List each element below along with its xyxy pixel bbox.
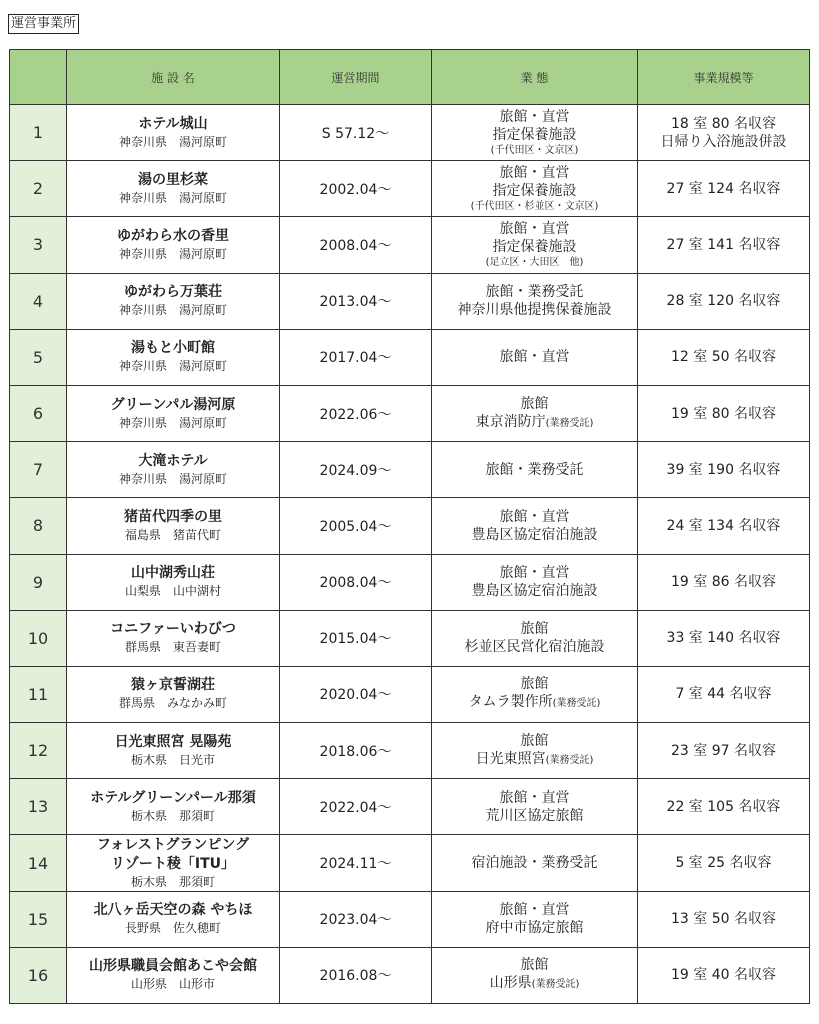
operation-period: 2024.11～ [280, 835, 432, 891]
scale-cell [638, 273, 810, 329]
table-row [10, 723, 810, 779]
business-type-text: 旅館 [520, 957, 549, 974]
scale-cell [638, 666, 810, 722]
scale-line: 7 室 44 名収容 [675, 686, 772, 703]
table-row [10, 610, 810, 666]
operation-period: 2023.04～ [280, 891, 432, 947]
business-type-line [432, 238, 637, 256]
scale-cell [638, 161, 810, 217]
business-type-cell [432, 273, 638, 329]
header-scale: 事業規模等 [638, 50, 810, 105]
business-type-note: (業務受託) [552, 698, 601, 710]
business-type-line [432, 750, 637, 770]
scale-line: 22 室 105 名収容 [666, 798, 781, 815]
row-number: 6 [10, 385, 67, 441]
scale-cell [638, 498, 810, 554]
scale-cell [638, 891, 810, 947]
facility-name: リゾート稜「ITU」 [110, 855, 236, 872]
business-type-line [432, 807, 637, 825]
facility-cell [67, 723, 280, 779]
business-type-cell [432, 161, 638, 217]
business-type-line [432, 108, 637, 126]
facility-name: 山中湖秀山荘 [131, 565, 215, 582]
scale-line: 日帰り入浴施設併設 [660, 133, 787, 150]
row-number: 11 [10, 666, 67, 722]
section-title: 運営事業所 [8, 14, 79, 34]
row-number: 3 [10, 217, 67, 273]
facility-cell [67, 329, 280, 385]
facility-location: 群馬県 東吾妻町 [124, 640, 221, 655]
operation-period: 2002.04～ [280, 161, 432, 217]
facility-name: フォレストグランピング [96, 836, 250, 853]
facility-name: 猿ヶ京誓湖荘 [131, 677, 215, 694]
scale-cell [638, 442, 810, 498]
facility-name: 湯の里杉菜 [138, 171, 208, 188]
business-type-text: 旅館 [520, 676, 549, 693]
facility-name: ゆがわら水の香里 [117, 227, 229, 244]
business-type-text: 杉並区民営化宿泊施設 [464, 639, 605, 656]
facility-location: 神奈川県 湯河原町 [118, 190, 227, 205]
business-type-line [432, 413, 637, 433]
business-type-text: 府中市協定旅館 [485, 920, 584, 937]
facility-cell [67, 779, 280, 835]
business-type-line [432, 901, 637, 919]
business-type-note: (千代田区・文京区) [490, 144, 579, 156]
header-no [10, 50, 67, 105]
facility-location: 神奈川県 湯河原町 [118, 246, 227, 261]
scale-cell [638, 105, 810, 161]
business-type-text: 旅館・直営 [499, 508, 570, 525]
table-row [10, 554, 810, 610]
business-type-cell [432, 891, 638, 947]
business-type-text: 旅館・直営 [499, 164, 570, 181]
business-type-line [432, 283, 637, 301]
business-type-line [432, 732, 637, 750]
facility-cell [67, 498, 280, 554]
facility-name: 北八ヶ岳天空の森 やちほ [93, 902, 253, 919]
table-row [10, 666, 810, 722]
scale-line: 5 室 25 名収容 [675, 855, 772, 872]
business-type-text: 旅館・直営 [499, 220, 570, 237]
facility-name: ゆがわら万葉荘 [124, 284, 222, 301]
operation-period: 2022.04～ [280, 779, 432, 835]
business-type-note: (業務受託) [545, 754, 594, 766]
header-facility-name: 施 設 名 [67, 50, 280, 105]
business-type-line [432, 526, 637, 544]
table-row [10, 329, 810, 385]
business-type-cell [432, 498, 638, 554]
business-type-cell [432, 442, 638, 498]
business-type-line [432, 638, 637, 656]
facility-location: 神奈川県 湯河原町 [118, 415, 227, 430]
facility-name: ホテル城山 [138, 115, 208, 132]
scale-cell [638, 217, 810, 273]
scale-cell [638, 610, 810, 666]
facility-location: 神奈川県 湯河原町 [118, 303, 227, 318]
business-type-line [432, 126, 637, 144]
business-type-cell [432, 554, 638, 610]
business-type-cell [432, 666, 638, 722]
facility-cell [67, 835, 280, 891]
business-type-text: 日光東照宮 [475, 750, 546, 767]
business-type-line [432, 564, 637, 582]
business-type-cell [432, 779, 638, 835]
facility-cell [67, 161, 280, 217]
business-type-line [432, 220, 637, 238]
business-type-cell [432, 835, 638, 891]
row-number: 16 [10, 947, 67, 1003]
business-type-text: 旅館・直営 [499, 565, 570, 582]
scale-line: 13 室 50 名収容 [671, 911, 776, 928]
business-type-cell [432, 610, 638, 666]
row-number: 4 [10, 273, 67, 329]
facility-cell [67, 217, 280, 273]
business-type-line [432, 789, 637, 807]
row-number: 12 [10, 723, 67, 779]
business-type-note: (業務受託) [531, 979, 580, 991]
operation-period: 2005.04～ [280, 498, 432, 554]
scale-line: 24 室 134 名収容 [666, 517, 781, 534]
facility-location: 神奈川県 湯河原町 [118, 359, 227, 374]
business-type-line [432, 164, 637, 182]
header-period: 運営期間 [280, 50, 432, 105]
facility-cell [67, 891, 280, 947]
scale-cell [638, 554, 810, 610]
scale-line: 39 室 190 名収容 [666, 461, 781, 478]
business-type-text: 宿泊施設・業務受託 [471, 855, 598, 872]
business-type-line [432, 508, 637, 526]
row-number: 8 [10, 498, 67, 554]
facility-location: 長野県 佐久穂町 [124, 921, 221, 936]
business-type-text: 旅館 [520, 621, 549, 638]
facility-location: 神奈川県 湯河原町 [118, 471, 227, 486]
scale-line: 27 室 124 名収容 [666, 180, 781, 197]
facility-location: 栃木県 那須町 [130, 874, 215, 889]
table-row [10, 161, 810, 217]
scale-cell [638, 947, 810, 1003]
business-type-text: 神奈川県他提携保養施設 [457, 302, 612, 319]
facility-cell [67, 442, 280, 498]
business-type-line [432, 974, 637, 994]
scale-cell [638, 835, 810, 891]
scale-cell [638, 329, 810, 385]
facility-table [9, 49, 810, 1004]
business-type-text: 旅館・直営 [499, 349, 570, 366]
scale-cell [638, 779, 810, 835]
business-type-text: 荒川区協定旅館 [485, 807, 584, 824]
business-type-line [432, 675, 637, 693]
facility-cell [67, 554, 280, 610]
facility-name: 猪苗代四季の里 [124, 508, 222, 525]
business-type-text: 旅館 [520, 395, 549, 412]
operation-period: 2013.04～ [280, 273, 432, 329]
operation-period: 2020.04～ [280, 666, 432, 722]
scale-line: 12 室 50 名収容 [671, 349, 776, 366]
header-business-type: 業 態 [432, 50, 638, 105]
business-type-line [432, 956, 637, 974]
table-row [10, 947, 810, 1003]
scale-line: 19 室 40 名収容 [671, 967, 776, 984]
business-type-note: (千代田区・杉並区・文京区) [470, 200, 599, 212]
facility-name: 湯もと小町館 [131, 340, 215, 357]
business-type-line [432, 182, 637, 200]
facility-name: グリーンパル湯河原 [110, 396, 236, 413]
operation-period: 2008.04～ [280, 554, 432, 610]
row-number: 14 [10, 835, 67, 891]
business-type-line [432, 854, 637, 872]
operation-period: 2024.09～ [280, 442, 432, 498]
business-type-text: 旅館・業務受託 [485, 461, 584, 478]
business-type-cell [432, 329, 638, 385]
row-number: 2 [10, 161, 67, 217]
row-number: 9 [10, 554, 67, 610]
scale-cell [638, 723, 810, 779]
scale-line: 28 室 120 名収容 [666, 293, 781, 310]
facility-name: コニファーいわびつ [110, 621, 236, 638]
table-row [10, 835, 810, 891]
table-row [10, 217, 810, 273]
business-type-line [432, 144, 637, 158]
facility-name: 山形県職員会館あこや会館 [89, 958, 257, 975]
facility-cell [67, 385, 280, 441]
facility-location: 神奈川県 湯河原町 [118, 134, 227, 149]
business-type-line [432, 256, 637, 270]
scale-cell [638, 385, 810, 441]
table-row [10, 105, 810, 161]
facility-location: 山梨県 山中湖村 [124, 584, 221, 599]
operation-period: 2018.06～ [280, 723, 432, 779]
business-type-line [432, 620, 637, 638]
facility-location: 山形県 山形市 [130, 977, 215, 992]
scale-line: 18 室 80 名収容 [671, 115, 776, 132]
business-type-line [432, 461, 637, 479]
facility-cell [67, 947, 280, 1003]
table-row [10, 273, 810, 329]
facility-location: 福島県 猪苗代町 [124, 527, 221, 542]
row-number: 1 [10, 105, 67, 161]
row-number: 5 [10, 329, 67, 385]
row-number: 13 [10, 779, 67, 835]
scale-line: 33 室 140 名収容 [666, 630, 781, 647]
business-type-text: タムラ製作所 [468, 694, 553, 711]
business-type-text: 豊島区協定宿泊施設 [471, 526, 598, 543]
table-header-row [10, 50, 810, 105]
business-type-text: 豊島区協定宿泊施設 [471, 583, 598, 600]
business-type-cell [432, 385, 638, 441]
table-row [10, 498, 810, 554]
business-type-line [432, 582, 637, 600]
business-type-line [432, 919, 637, 937]
table-row [10, 385, 810, 441]
business-type-text: 旅館・直営 [499, 108, 570, 125]
business-type-cell [432, 723, 638, 779]
business-type-text: 旅館・直営 [499, 789, 570, 806]
business-type-text: 旅館・直営 [499, 902, 570, 919]
facility-location: 栃木県 日光市 [130, 752, 215, 767]
business-type-line [432, 301, 637, 319]
facility-cell [67, 105, 280, 161]
facility-name: 日光東照宮 晃陽苑 [114, 733, 232, 750]
operation-period: 2022.06～ [280, 385, 432, 441]
scale-line: 27 室 141 名収容 [666, 236, 781, 253]
facility-name: ホテルグリーンパール那須 [90, 789, 256, 806]
business-type-line [432, 693, 637, 713]
business-type-line [432, 200, 637, 214]
facility-name: 大滝ホテル [138, 452, 208, 469]
business-type-cell [432, 947, 638, 1003]
operation-period: S 57.12～ [280, 105, 432, 161]
business-type-text: 旅館・業務受託 [485, 284, 584, 301]
business-type-text: 旅館 [520, 732, 549, 749]
table-row [10, 779, 810, 835]
row-number: 15 [10, 891, 67, 947]
table-row [10, 891, 810, 947]
scale-line: 19 室 80 名収容 [671, 405, 776, 422]
business-type-line [432, 348, 637, 366]
business-type-note: (足立区・大田区 他) [485, 256, 584, 268]
business-type-text: 指定保養施設 [492, 126, 577, 143]
facility-cell [67, 610, 280, 666]
business-type-text: 山形県 [489, 975, 532, 992]
business-type-note: (業務受託) [545, 417, 594, 429]
facility-cell [67, 273, 280, 329]
table-row [10, 442, 810, 498]
scale-line: 23 室 97 名収容 [671, 742, 776, 759]
operation-period: 2008.04～ [280, 217, 432, 273]
business-type-line [432, 395, 637, 413]
operation-period: 2016.08～ [280, 947, 432, 1003]
facility-cell [67, 666, 280, 722]
business-type-cell [432, 105, 638, 161]
facility-location: 群馬県 みなかみ町 [118, 696, 227, 711]
facility-location: 栃木県 那須町 [130, 808, 215, 823]
business-type-text: 指定保養施設 [492, 238, 577, 255]
operation-period: 2017.04～ [280, 329, 432, 385]
business-type-text: 指定保養施設 [492, 182, 577, 199]
business-type-cell [432, 217, 638, 273]
row-number: 10 [10, 610, 67, 666]
business-type-text: 東京消防庁 [475, 413, 546, 430]
row-number: 7 [10, 442, 67, 498]
scale-line: 19 室 86 名収容 [671, 574, 776, 591]
operation-period: 2015.04～ [280, 610, 432, 666]
